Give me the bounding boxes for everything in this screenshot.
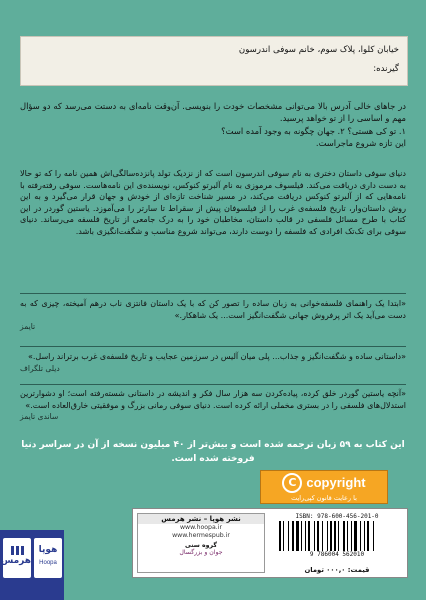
copyright-subtitle: با رعایت قانون کپی‌رایت xyxy=(291,493,357,502)
publisher-label xyxy=(132,508,408,578)
hoopa-logo-text: هوپا xyxy=(38,545,58,555)
hoopa-logo xyxy=(34,538,62,578)
copyright-badge xyxy=(260,470,388,504)
address-line: خیابان کلوا، پلاک سوم، خانم سوفی اندرسون xyxy=(238,45,399,55)
review-quote xyxy=(20,298,406,333)
review-quote xyxy=(20,388,406,423)
divider xyxy=(20,293,406,294)
quote-text: «داستانی ساده و شگفت‌انگیز و جذاب... پلی میان آلیس در سرزمین عجایب و تاریخ فلسفه‌ی غرب برتراند راسل.» xyxy=(27,352,406,361)
publisher-logos xyxy=(0,530,64,600)
recipient-line: گیرنده: xyxy=(373,64,399,74)
barcode-number: 9 786004 562010 xyxy=(309,551,365,558)
isbn-text: ISBN: 978-600-456-201-0 xyxy=(295,513,379,520)
divider xyxy=(20,384,406,385)
quote-text: «آنچه یاستین گوردر خلق کرده، پیاده‌کردن سه هزار سال فکر و اندیشه در داستانی شسته‌رفته است؛ او دشوارترین استدلال‌های فلسفی را در بستری مخملی ارائه کرده است. دنیای سوفی رمانی بزرگ و موفقیتی خارق‌العاده است.» xyxy=(20,389,406,410)
review-quote xyxy=(20,351,406,374)
barcode-icon xyxy=(277,521,397,551)
quote-source: دیلی تلگراف xyxy=(20,363,60,373)
intro-questions: ۱. تو کی هستی؟ ۲. جهان چگونه به وجود آمده است؟ xyxy=(221,126,406,136)
intro-paragraph xyxy=(20,100,406,149)
website-link: www.hermespub.ir xyxy=(172,532,230,539)
intro-text: در جاهای خالی آدرس بالا می‌توانی مشخصات خودت را بنویسی. آن‌وقت نامه‌ای به دستت می‌رسد که دو سؤال مهم و اساسی را از تو خواهد پرسید. xyxy=(20,101,406,123)
price-text: قیمت: ۰۰۰‌,۰ تومان xyxy=(304,566,370,574)
barcode-block xyxy=(271,513,403,573)
age-group-label: گروه سنی xyxy=(185,542,217,549)
hermes-logo xyxy=(0,538,31,578)
quote-source: ساندی تایمز xyxy=(20,412,59,421)
publisher-name: نشر هوپا – نشر هرمس xyxy=(138,514,264,524)
intro-closing: این تازه شروع ماجراست. xyxy=(315,138,406,148)
address-box xyxy=(20,36,408,86)
sales-highlight: این کتاب به ۵۹ زبان ترجمه شده است و بیش‌تر از ۴۰ میلیون نسخه از آن در سراسر دنیا فروخته شده است. xyxy=(21,440,405,464)
quote-source: تایمز xyxy=(20,322,36,331)
quote-text: «ابتدا یک راهنمای فلسفه‌خوانی به زبان ساده را تصور کن که با یک داستان فانتزی ناب درهم آمیخته، چیزی که به دست می‌آید یک اثر پرفروش جهانی شگفت‌انگیز است... یک شاهکار.» xyxy=(20,299,406,320)
publisher-info xyxy=(137,513,265,573)
hermes-mark-icon xyxy=(3,546,31,555)
synopsis: دنیای سوفی داستان دختری به نام سوفی اندرسون است که از نزدیک تولد پانزده‌سالگی‌اش همین نامه را که تو حالا به دست داری دریافت می‌کند. فیلسوف مرموزی به نام آلبرتو کنوکس، نویسنده‌ی این نامه‌هاست. سوفی رفته‌رفته با نامه‌هایی که از آلبرتو کنوکس دریافت می‌کند، در مسیر شناخت تازه‌ای از خودش و جهان قرار می‌گیرد و به این روش داستان‌وار، تاریخ فلسفه‌ی غرب را از فیلسوفان پیش از سقراط تا سارتر را می‌آموزد. یاستین گوردر در این کتاب با طرح مسائل فلسفی در قالب داستان، مخاطبان خود را به درک جامعی از تاریخ فلسفه می‌رساند. دنیای سوفی برای تک‌تک افرادی که فلسفه را دوست دارند، می‌تواند شروع مناسب و شگفت‌انگیزی باشد. xyxy=(20,168,406,236)
hermes-logo-text: هرمس xyxy=(0,556,31,566)
age-group-value: جوان و بزرگسال xyxy=(179,549,223,556)
copyright-icon: C xyxy=(282,473,302,493)
website-link: www.hoopa.ir xyxy=(179,524,223,531)
copyright-word: copyright xyxy=(306,475,366,490)
hoopa-logo-latin: Hoopa xyxy=(39,560,57,566)
divider xyxy=(20,346,406,347)
